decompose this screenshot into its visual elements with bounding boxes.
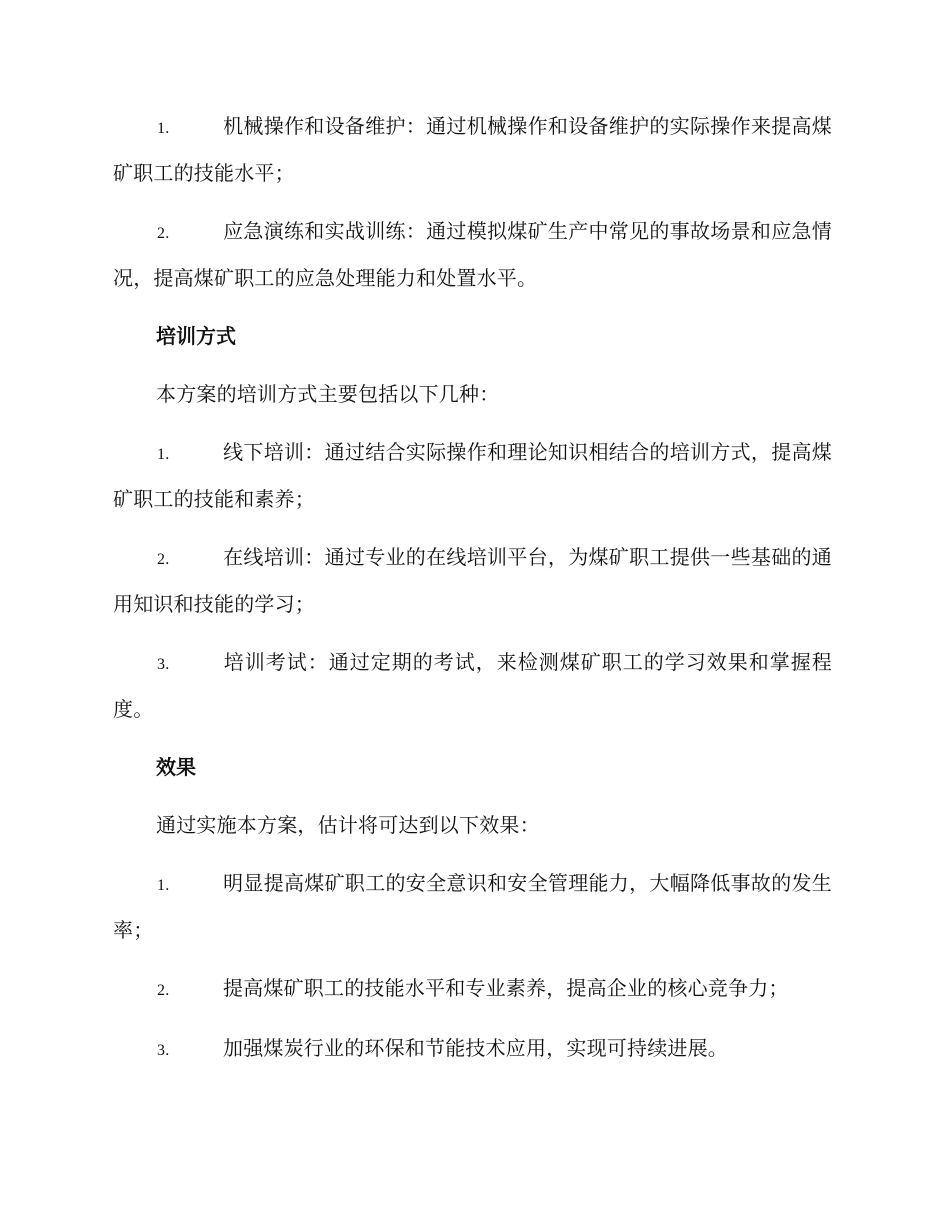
list-number: 2.	[157, 225, 170, 242]
list-item	[113, 966, 832, 1013]
list-item	[113, 535, 832, 627]
list-item	[113, 104, 832, 196]
list-item-text: 明显提高煤矿职工的安全意识和安全管理能力，大幅降低事故的发生率；	[113, 871, 832, 942]
list-item	[113, 640, 832, 732]
list-item-text: 线下培训：通过结合实际操作和理论知识相结合的培训方式，提高煤矿职工的技能和素养；	[113, 440, 832, 511]
list-item-text: 加强煤炭行业的环保和节能技术应用，实现可持续进展。	[223, 1036, 728, 1060]
list-item-text: 机械操作和设备维护：通过机械操作和设备维护的实际操作来提高煤矿职工的技能水平；	[113, 114, 832, 185]
list-number: 1.	[157, 120, 170, 137]
section-heading-effect: 效果	[156, 755, 196, 779]
section-intro-training: 本方案的培训方式主要包括以下几种：	[156, 382, 500, 406]
list-number: 1.	[157, 446, 170, 463]
list-number: 3.	[157, 1042, 170, 1059]
section-intro-effect: 通过实施本方案，估计将可达到以下效果：	[156, 813, 540, 837]
list-item	[113, 430, 832, 522]
section-heading-training: 培训方式	[156, 324, 236, 348]
list-item-text: 培训考试：通过定期的考试，来检测煤矿职工的学习效果和掌握程度。	[113, 650, 832, 721]
list-item-text: 应急演练和实战训练：通过模拟煤矿生产中常见的事故场景和应急情况，提高煤矿职工的应急处理能力和处置水平。	[113, 219, 832, 290]
list-number: 3.	[157, 656, 170, 673]
list-number: 1.	[157, 877, 170, 894]
list-item-text: 在线培训：通过专业的在线培训平台，为煤矿职工提供一些基础的通用知识和技能的学习；	[113, 545, 832, 616]
list-item	[113, 209, 832, 301]
list-item	[113, 1026, 832, 1073]
list-item-text: 提高煤矿职工的技能水平和专业素养，提高企业的核心竞争力；	[223, 976, 789, 1000]
list-item	[113, 861, 832, 953]
list-number: 2.	[157, 551, 170, 568]
list-number: 2.	[157, 982, 170, 999]
